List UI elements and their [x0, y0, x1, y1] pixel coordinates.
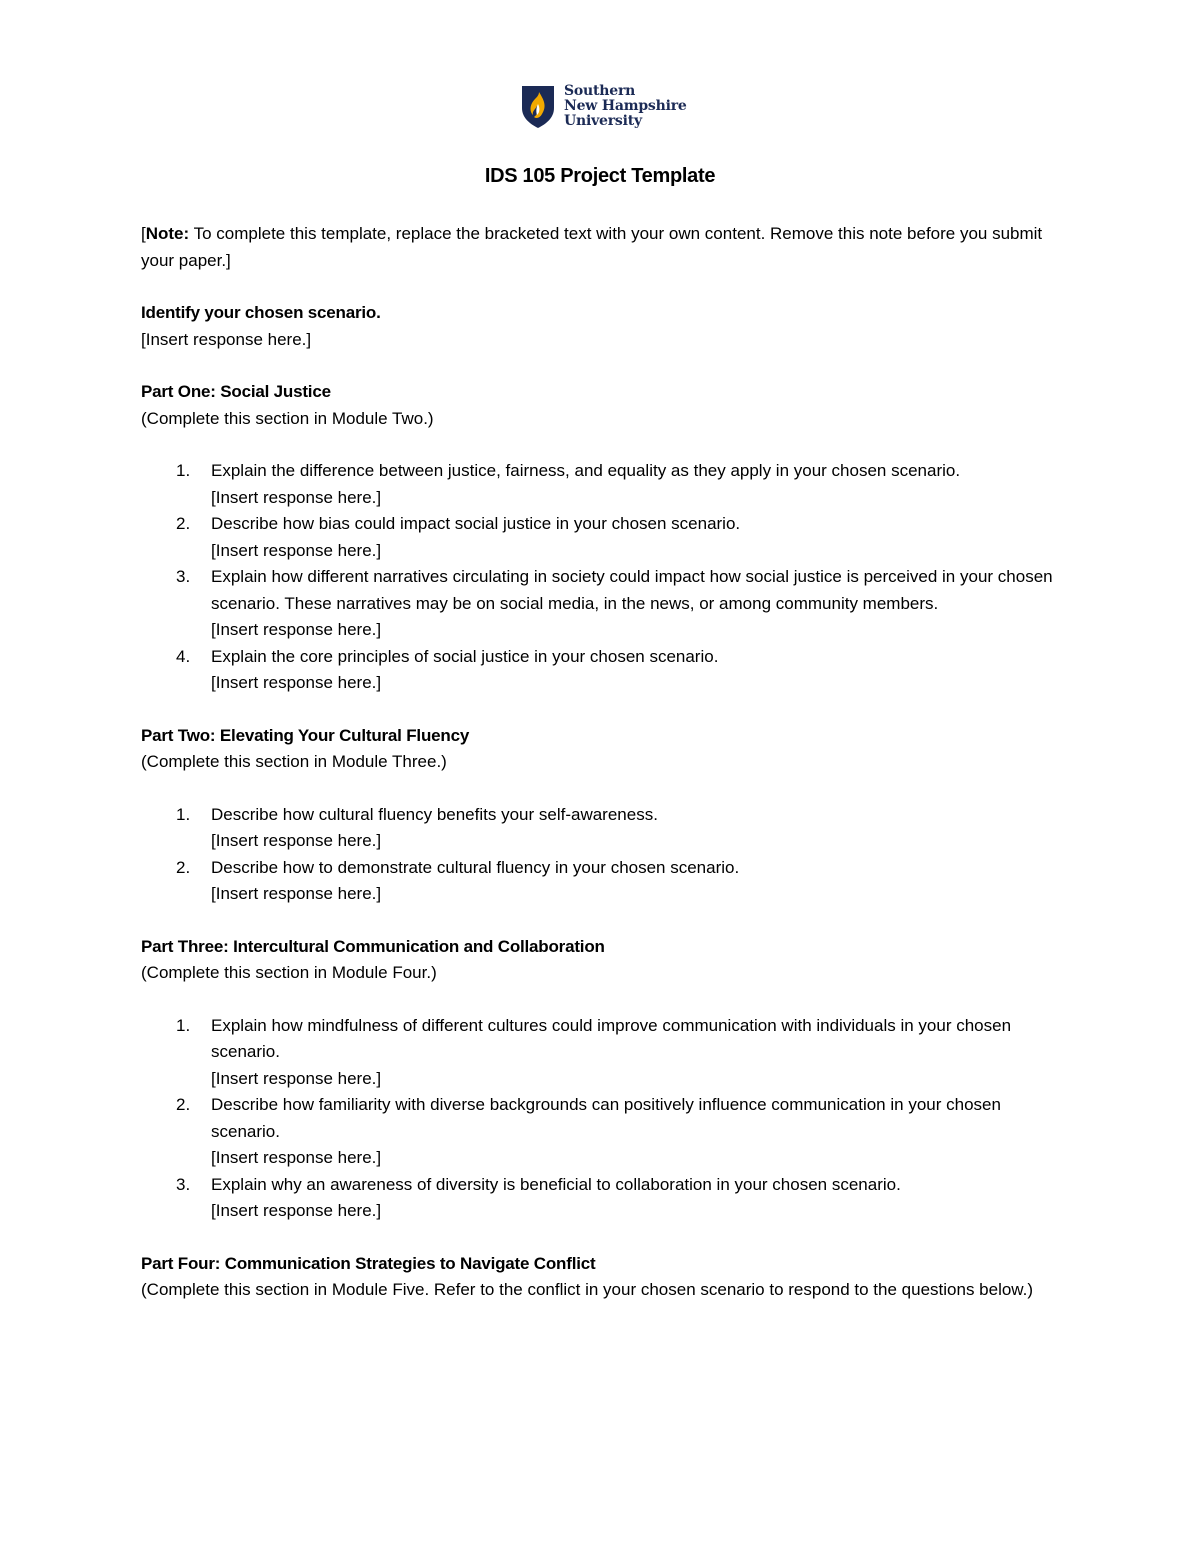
question-number: 2.: [176, 857, 191, 877]
sections-container: [141, 379, 1071, 1304]
question-number: 1.: [176, 804, 191, 824]
section-instructions: (Complete this section in Module Two.): [141, 408, 434, 428]
question-number: 2.: [176, 1095, 191, 1114]
logo-line-3: University: [564, 113, 642, 129]
question-item: [141, 802, 1071, 855]
shield-flame-icon: [520, 84, 556, 130]
question-number: 3.: [176, 1174, 191, 1194]
question-list: [141, 802, 1071, 908]
scenario-section: [141, 300, 1071, 353]
document-title: IDS 105 Project Template: [484, 165, 716, 187]
part-section: [141, 379, 1071, 697]
note-text: To complete this template, replace the bracketed text with your own content. Remove this note before you submit your paper.]: [141, 224, 1043, 270]
question-item: [141, 564, 1071, 644]
question-number: 1.: [176, 461, 191, 480]
part-section: [141, 1251, 1071, 1304]
question-text: Explain the difference between justice, fairness, and equality as they apply in your chosen scenario.: [211, 461, 961, 480]
question-item: [141, 511, 1071, 564]
question-item: [141, 1092, 1071, 1172]
section-instructions: (Complete this section in Module Three.): [141, 752, 447, 771]
section-instructions: (Complete this section in Module Four.): [141, 963, 437, 982]
response-placeholder: [Insert response here.]: [211, 1068, 382, 1088]
logo-line-2: New Hampshire: [564, 98, 687, 114]
response-placeholder: [Insert response here.]: [211, 673, 382, 692]
scenario-response: [Insert response here.]: [141, 329, 312, 349]
scenario-heading: Identify your chosen scenario.: [141, 303, 381, 322]
response-placeholder: [Insert response here.]: [211, 540, 382, 560]
response-placeholder: [Insert response here.]: [211, 1148, 382, 1167]
part-section: [141, 934, 1071, 1225]
section-heading: Part One: Social Justice: [141, 382, 331, 401]
section-heading: Part Four: Communication Strategies to Navigate Conflict: [141, 1253, 596, 1273]
question-text: Explain why an awareness of diversity is beneficial to collaboration in your chosen scenario.: [211, 1174, 901, 1194]
document-body: [141, 221, 1071, 1330]
response-placeholder: [Insert response here.]: [211, 884, 382, 903]
question-item: [141, 644, 1071, 697]
part-section: [141, 723, 1071, 908]
question-number: 1.: [176, 1015, 191, 1035]
question-text: Describe how bias could impact social justice in your chosen scenario.: [211, 514, 741, 533]
question-number: 3.: [176, 567, 191, 586]
template-note: [141, 221, 1071, 274]
section-instructions: (Complete this section in Module Five. Refer to the conflict in your chosen scenario to respond to the questions below.): [141, 1280, 1034, 1299]
question-item: [141, 855, 1071, 908]
response-placeholder: [Insert response here.]: [211, 1201, 382, 1220]
question-list: [141, 1013, 1071, 1225]
response-placeholder: [Insert response here.]: [211, 620, 382, 639]
question-number: 2.: [176, 514, 191, 533]
question-text: Describe how to demonstrate cultural fluency in your chosen scenario.: [211, 857, 740, 877]
question-item: [141, 1013, 1071, 1093]
question-text: Explain the core principles of social justice in your chosen scenario.: [211, 646, 719, 666]
question-text: Describe how cultural fluency benefits your self-awareness.: [211, 804, 658, 824]
university-logo: [520, 84, 687, 132]
note-label: Note:: [145, 224, 190, 243]
question-text: Explain how different narratives circulating in society could impact how social justice is perceived in your chosen scenario. These narratives may be on social media, in the news, or among community members.: [211, 567, 1053, 613]
question-number: 4.: [176, 646, 191, 666]
question-text: Describe how familiarity with diverse backgrounds can positively influence communication in your chosen scenario.: [211, 1095, 1001, 1141]
logo-wordmark: [564, 84, 687, 129]
question-item: [141, 1172, 1071, 1225]
question-list: [141, 458, 1071, 697]
response-placeholder: [Insert response here.]: [211, 487, 382, 507]
section-heading: Part Three: Intercultural Communication and Collaboration: [141, 936, 605, 956]
question-text: Explain how mindfulness of different cultures could improve communication with individuals in your chosen scenario.: [211, 1015, 1012, 1061]
response-placeholder: [Insert response here.]: [211, 831, 382, 850]
question-item: [141, 458, 1071, 511]
note-bracket: [: [141, 224, 146, 243]
section-heading: Part Two: Elevating Your Cultural Fluency: [141, 725, 470, 745]
logo-line-1: Southern: [564, 83, 636, 99]
